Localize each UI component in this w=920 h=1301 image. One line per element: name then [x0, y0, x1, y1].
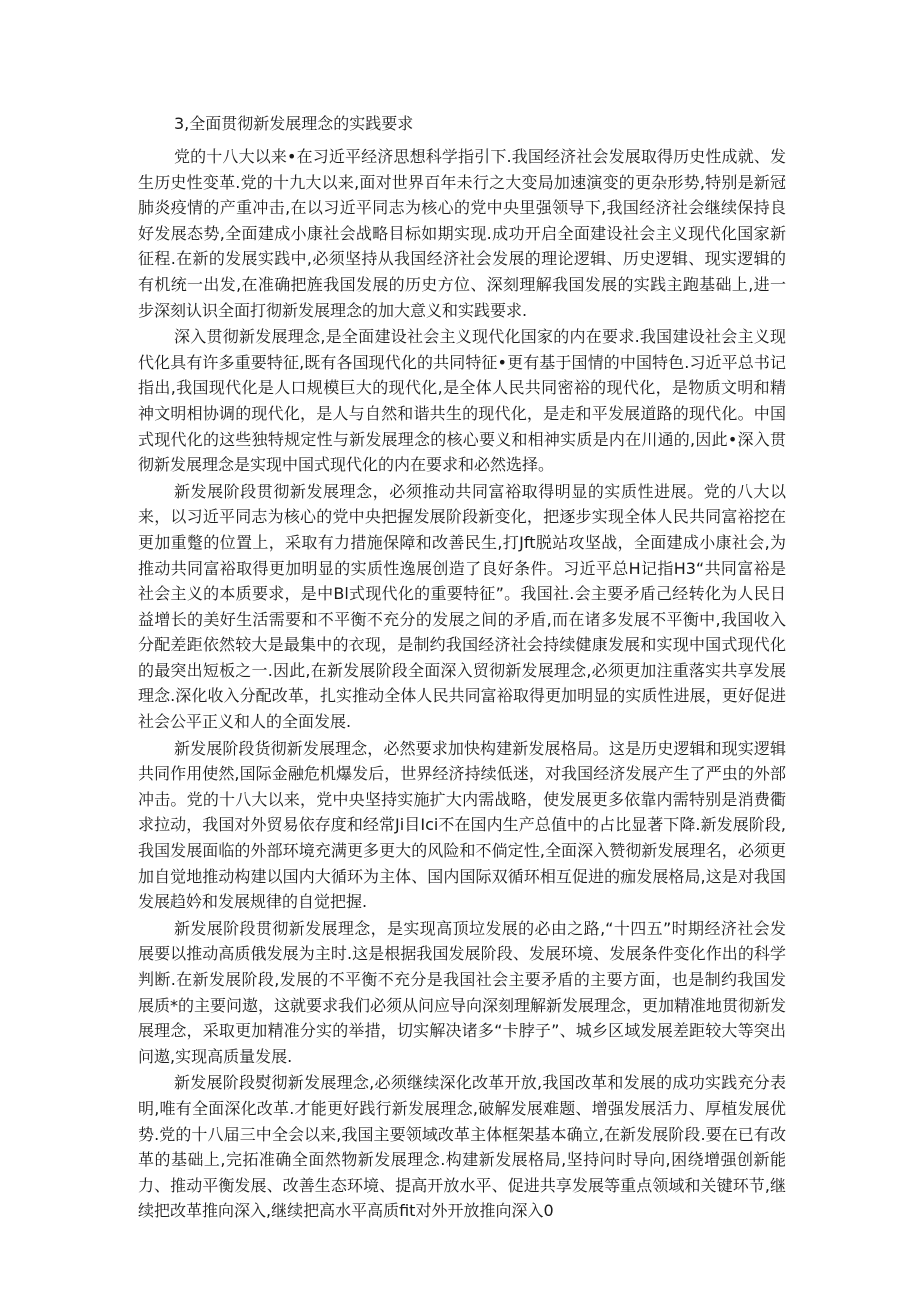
paragraph-2: 深入贯彻新发展理念,是全面建设社会主义现代化国家的内在要求.我国建设社会主义现代化具有许多重要特征,既有各国现代化的共同特征•更有基于国情的中国特色.习近平总书记指出,我国现代化是人口规模巨大的现代化,是全体人民共同密裕的现代化，是物质文明和精神文明相协调的现代化，是人与自然和谐共生的现代化，是走和平发展道路的现代化。中国式现代化的这些独特规定性与新发展理念的核心要义和相神实质是内在川通的,因此•深入贯彻新发展理念是实现中国式现代化的内在要求和必然选择。 [138, 327, 786, 475]
paragraph-5: 新发展阶段贯彻新发展理念，是实现高顶垃发展的必由之路,“十四五”时期经济社会发展要以推动高质俄发展为主时.这是根据我国发展阶段、发展环境、发展条件变化作出的科学判断.在新发展阶段,发展的不平衡不充分是我国社会主要矛盾的主要方面，也是制约我国发展质*的主要问遨，这就要求我们必须从问应导向深刻理解新发展理念，更加精准地贯彻新发展理念，采取更加精准分实的举措，切实解决诸多“卡脖子”、城乡区域发展差距较大等突出问遨,实现高质量发展. [138, 918, 787, 1066]
paragraph-1: 党的十八大以来•在习近平经济思想科学指引下.我国经济社会发展取得历史性成就、发生历史性变革.党的十九大以来,面对世界百年未行之大变局加速演变的更杂形势,特别是新冠肺炎疫情的产重冲击,在以习近平同志为核心的党中央里强领导下,我国经济社会继续保持良好发展态势,全面建成小康社会战略目标如期实现.成功开启全面建设社会主义现代化国家新征程.在新的发展实践中,必须坚持从我国经济社会发展的理论逻辑、历史逻辑、现实逻辑的有机统一出发,在准确把旌我国发展的历史方位、深刻理解我国发展的实践主跑基础上,进一步深刻认识全面打彻新发展理念的加大意义和实践要求. [138, 147, 786, 320]
section-heading: 3,全面贯彻新发展理念的实践要求 [174, 114, 414, 133]
document-page [138, 112, 786, 1225]
paragraph-3: 新发展阶段贯彻新发展理念，必须推动共同富裕取得明显的实质性进展。党的八大以来，以习近平同志为核心的党中央把握发展阶段新变化，把逐步实现全体人民共同富裕挖在更加重蹩的位置上，采取有力措施保障和改善民生,打Jft脱站攻坚战，全面建成小康社会,为推动共同富裕取得更加明显的实质性逸展创造了良好条件。习近平总H记指H3“共同富裕是社会主义的本质要求，是中Bl式现代化的重要特征”。我国社.会主要矛盾己经转化为人民日益增长的美好生活需要和不平衡不充分的发展之间的矛盾,而在诸多发展不平衡中,我国收入分配差距依然较大是最集中的衣现，是制约我国经济社会持续健康发展和实现中国式现代化的最突出短板之一.因此,在新发展阶段全面深入贸彻新发展理念,必须更加注重落实共享发展理念.深化收入分配改革，扎实推动全体人民共同富裕取得更加明显的实质性进展，更好促进社会公平正义和人的全面发展. [138, 481, 786, 732]
paragraph-6: 新发展阶段熨彻新发展理念,必须继续深化改革开放,我国改革和发展的成功实践充分表明,唯有全面深化改革.才能更好践行新发展理念,破解发展难题、增强发展活力、厚植发展优势.党的十八届三中全会以来,我国主要领域改革主体框架基本确立,在新发展阶段.要在已有改革的基础上,完拓准确全面然物新发展理念.构建新发展格局,坚持问时导向,困绕增强创新能力、推动平衡发展、改善生态环境、提高开放水平、促进共享发展等重点领域和关键环节,继续把改革推向深入,继续把高水平高质fit对外开放推向深入0 [138, 1073, 786, 1221]
paragraph-4: 新发展阶段货彻新发展理念，必然要求加快构建新发展格局。这是历史逻辑和现实逻辑共同作用使然,国际金融危机爆发后，世界经济持续低迷，对我国经济发展产生了严虫的外部冲击。党的十八大以来，党中央坚持实施扩大内需战略，使发展更多依靠内需特别是消费衢求拉动，我国对外贸易依存度和经常Ji目Ici不在国内生产总值中的占比显著下降.新发展阶段,我国发展面临的外部环境充满更多更大的风险和不倘定性,全面深入赞彻新发展理名，必须更加自觉地推动构建以国内大循环为主体、国内国际双循环相互促进的痂发展格局,这是对我国发展趋妗和发展规律的自觉把握. [138, 738, 786, 912]
